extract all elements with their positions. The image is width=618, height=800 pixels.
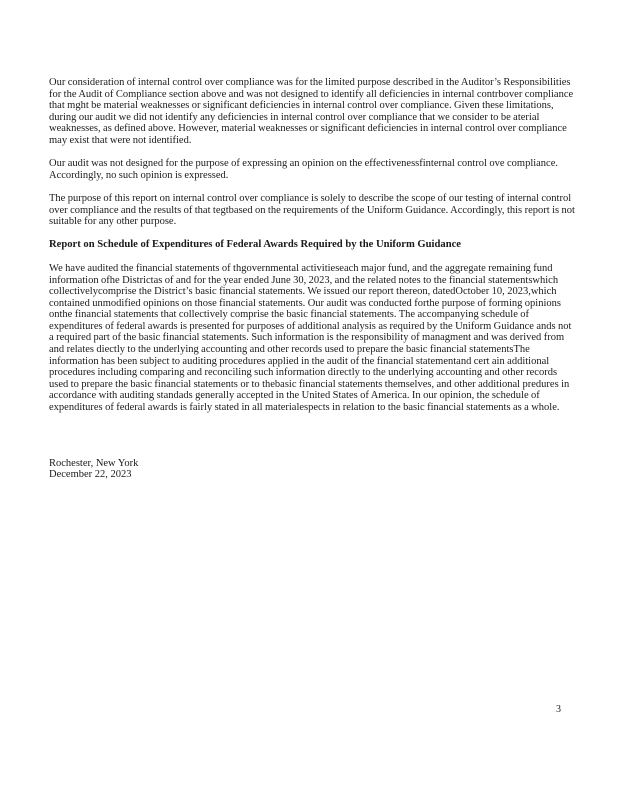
- document-content: [49, 77, 577, 481]
- signoff-date: December 22, 2023: [49, 469, 132, 481]
- signoff-city: Rochester, New York: [49, 457, 139, 469]
- page-number: 3: [556, 704, 561, 715]
- paragraph-audit-opinion-disclaimer: Our audit was not designed for the purpose of expressing an opinion on the effectivenessfinternal control ove compliance. Accordingly, no such opinion is expressed.: [49, 158, 559, 181]
- paragraph-internal-control-consideration: Our consideration of internal control over compliance was for the limited purpose described in the Auditor’s Responsibilities for the Audit of Compliance section above and was not designed to identify all deficiencies in internal contrbover compliance that mght be material weaknesses or significant deficiencies in internal control over compliance. Given these limitations, during our audit we did not identify any deficiencies in internal control over compliance that we consider to be aterial weaknesses, as defined above. However, material weaknesses or significant deficiencies in internal control over compliance may exist that were not identified.: [49, 77, 574, 146]
- paragraph-schedule-of-expenditures-body: We have audited the financial statements of thgovernmental activitieseach major fund, and the aggregate remaining fund information ofhe Districtas of and for the year ended June 30, 2023, and the related notes to the financial statementswhich collectivelycomprise the District’s basic financial statements. We issued our report thereon, datedOctober 10, 2023,which contained unmodified opinions on those financial statements. Our audit was conducted forthe purpose of forming opinions onthe financial statements that collectively comprise the basic financial statements. The accompanying schedule of expenditures of federal awards is presented for purposes of additional analysis as required by the Uniform Guidance ands not a required part of the basic financial statements. Such information is the responsibility of managment and was derived from and relates diectly to the underlying accounting and other records used to prepare the basic financial statementsThe information has been subject to auditing procedures applied in the audit of the financial statementand cert ain additional procedures including comparing and reconciling such information directly to the underlying accounting and other records used to prepare the basic financial statements or to thebasic financial statements themselves, and other additional predures in accordance with auditing standads generally accepted in the United States of America. In our opinion, the schedule of expenditures of federal awards is fairly stated in all materialespects in relation to the basic financial statements as a whole.: [49, 262, 572, 414]
- section-heading-schedule-of-expenditures: Report on Schedule of Expenditures of Federal Awards Required by the Uniform Guidance: [49, 239, 461, 251]
- signoff-block: [49, 458, 577, 482]
- paragraph-report-purpose: The purpose of this report on internal control over compliance is solely to describe the scope of our testing of internal control over compliance and the results of that tegtbased on the requirements of the Uniform Guidance. Accordingly, this report is not suitable for any other purpose.: [49, 192, 575, 228]
